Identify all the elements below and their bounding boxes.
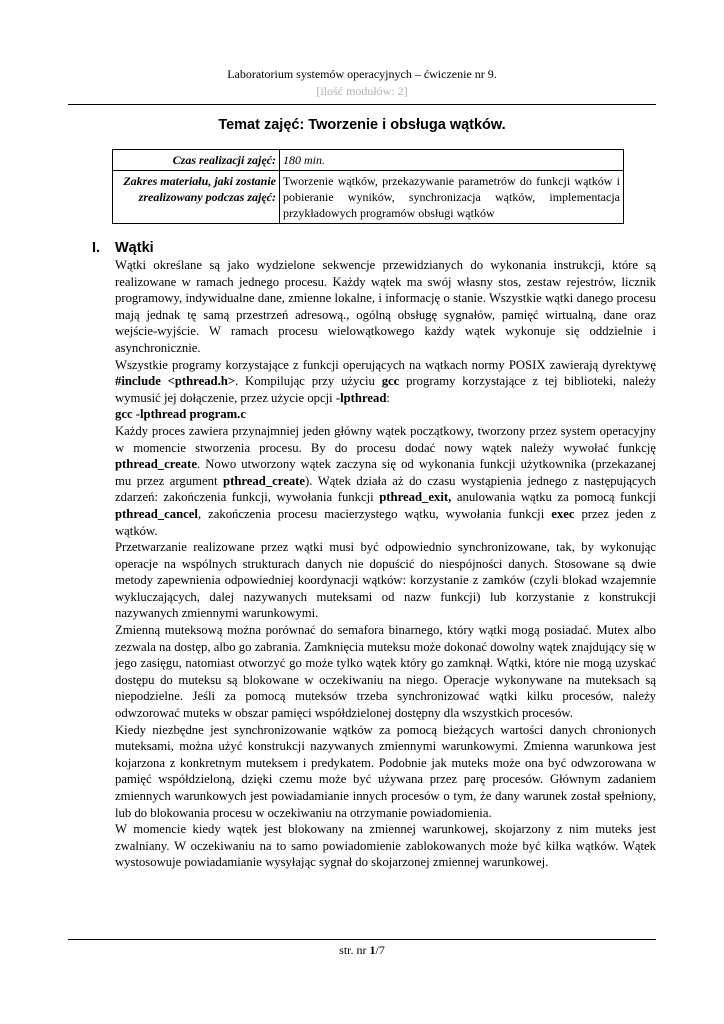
header-rule (68, 104, 656, 105)
time-label: Czas realizacji zajęć: (113, 150, 280, 171)
text: . Nowo utworzony wątek zaczyna się od wykonania funkcji użytkownika (przekazanej mu przez argument (115, 457, 656, 488)
section-title: Wątki (115, 240, 154, 256)
paragraph-synchronization: Przetwarzanie realizowane przez wątki musi być odpowiednio synchronizowane, tak, by wykonując operacje na wspólnych strukturach danych nie dopuścić do niespójności danych. Stosowane są dwie metody zapewnienia odpowiedniej koordynacji wątków: korzystanie z zamków (czyli blokad wzajemnie wykluczających, dalej nazywanych muteksami od nazw funkcji) lub korzystanie z konstrukcji nazywanych zmiennymi warunkowymi. (115, 540, 656, 621)
code-pthread-create: pthread_create (223, 473, 306, 488)
page-prefix: str. nr (339, 943, 370, 957)
section-body (115, 257, 656, 871)
text: Wszystkie programy korzystające z funkcji operujących na wątkach normy POSIX zawierają dyrektywę (115, 357, 656, 372)
code-pthread-cancel: pthread_cancel (115, 506, 198, 521)
code-exec: exec (551, 506, 575, 521)
code-gcc: gcc (381, 374, 400, 389)
paragraph-condition-variables: Kiedy niezbędne jest synchronizowanie wątków za pomocą bieżących wartości danych chronionych muteksami, można użyć konstrukcji nazywanych zmiennymi warunkowymi. Zmienna warunkowa jest kojarzona z konkretnym muteksem i predykatem. Podobnie jak muteks może ona być odwzorowana w pamięć współdzieloną, dzięki czemu może być używana przez parę procesów. Głównym zadaniem zmiennych warunkowych jest powiadamianie innych procesów o tym, że dany warunek został spełniony, lub do blokowania procesu w oczekiwaniu na otrzymanie powiadomienia. (115, 722, 656, 820)
text: anulowania wątku za pomocą funkcji (451, 490, 656, 505)
footer-rule (68, 939, 656, 940)
code-option: -lpthread (335, 390, 387, 405)
scope-label: Zakres materiału, jaki zostanie zrealizowany podczas zajęć: (113, 171, 280, 224)
page-total: /7 (375, 943, 385, 957)
header-course: Laboratorium systemów operacyjnych – ćwiczenie nr 9. (227, 67, 497, 81)
section-heading (92, 240, 154, 256)
info-row-time (113, 150, 624, 171)
header-modules: [ilość modułów: 2] (316, 84, 408, 98)
code-pthread-exit: pthread_exit, (379, 490, 452, 505)
scope-value: Tworzenie wątków, przekazywanie parametrów do funkcji wątków i pobieranie wyników, synchronizacja wątków, implementacja przykładowych programów obsługi wątków (280, 171, 624, 224)
text: programy korzystające z tej biblioteki, należy wymusić jej dołączenie, przez użycie opcji (115, 374, 656, 405)
compile-command-text: gcc -lpthread program.c (115, 407, 246, 422)
paragraph-threads-intro: Wątki określane są jako wydzielone sekwencje przewidzianych do wykonania instrukcji, które są realizowane w ramach jednego procesu. Każdy wątek ma swój własny stos, zestaw rejestrów, licznik programowy, indywidualne dane, zmienne lokalne, i informację o stanie. Wszystkie wątki danego procesu mają jednak tę samą przestrzeń adresową., ogólną obsługę sygnałów, pamięć wirtualną, dane oraz wejście-wyjście. W ramach procesu wielowątkowego każdy wątek wykonuje się oddzielnie i asynchronicznie. (115, 258, 656, 355)
paragraph-posix (115, 357, 656, 407)
time-value: 180 min. (280, 150, 624, 171)
section-number: I. (92, 240, 101, 256)
paragraph-thread-creation (115, 423, 656, 539)
topic-title: Temat zajęć: Tworzenie i obsługa wątków. (218, 117, 506, 133)
text: . Kompilując przy użyciu (235, 374, 382, 389)
paragraph-mutex: Zmienną muteksową można porównać do semafora binarnego, który wątki mogą posiadać. Mutex albo zezwala na dostęp, albo go zabrania. Zamknięcia muteksu może dokonać dowolny wątek znajdujący się w jego zasięgu, natomiast otworzyć go może tylko wątek który go zamknął. Wątki, które nie mogą uzyskać dostępu do muteksu są blokowane w oczekiwaniu na niego. Operacje wykonywane na muteksach są niepodzielne. Jeśli za pomocą muteksów trzeba synchronizować wątki kilku procesów, należy odwzorować muteks w obszar pamięci współdzielonej dostępny dla wszystkich procesów. (115, 623, 656, 721)
code-include: #include <pthread.h> (115, 374, 236, 389)
text: Każdy proces zawiera przynajmniej jeden główny wątek początkowy, tworzony przez system operacyjny w momencie stworzenia procesu. By do procesu dodać nowy wątek należy wywołać funkcję (115, 423, 656, 455)
page-current: 1 (369, 943, 376, 957)
text: przez jeden z wątków. (115, 506, 656, 538)
paragraph-blocking: W momencie kiedy wątek jest blokowany na zmiennej warunkowej, skojarzony z nim muteks jest zwalniany. W oczekiwaniu na to samo powiadomienie zablokowanych może być kilka wątków. Wątek wystosowuje powiadamianie wysyłając sygnał do skojarzonej zmiennej warunkowej. (115, 822, 656, 870)
compile-command (115, 406, 656, 423)
text: : (386, 390, 390, 405)
page-number (0, 943, 724, 958)
info-row-scope (113, 171, 624, 224)
code-pthread-create: pthread_create (115, 457, 197, 472)
info-table (112, 149, 624, 224)
text: , zakończenia procesu macierzystego wątku, wywołania funkcji (197, 506, 552, 521)
text: ). Wątek działa aż do czasu wystąpienia jednego z następujących zdarzeń: zakończenia funkcji, wywołania funkcji (115, 473, 657, 505)
